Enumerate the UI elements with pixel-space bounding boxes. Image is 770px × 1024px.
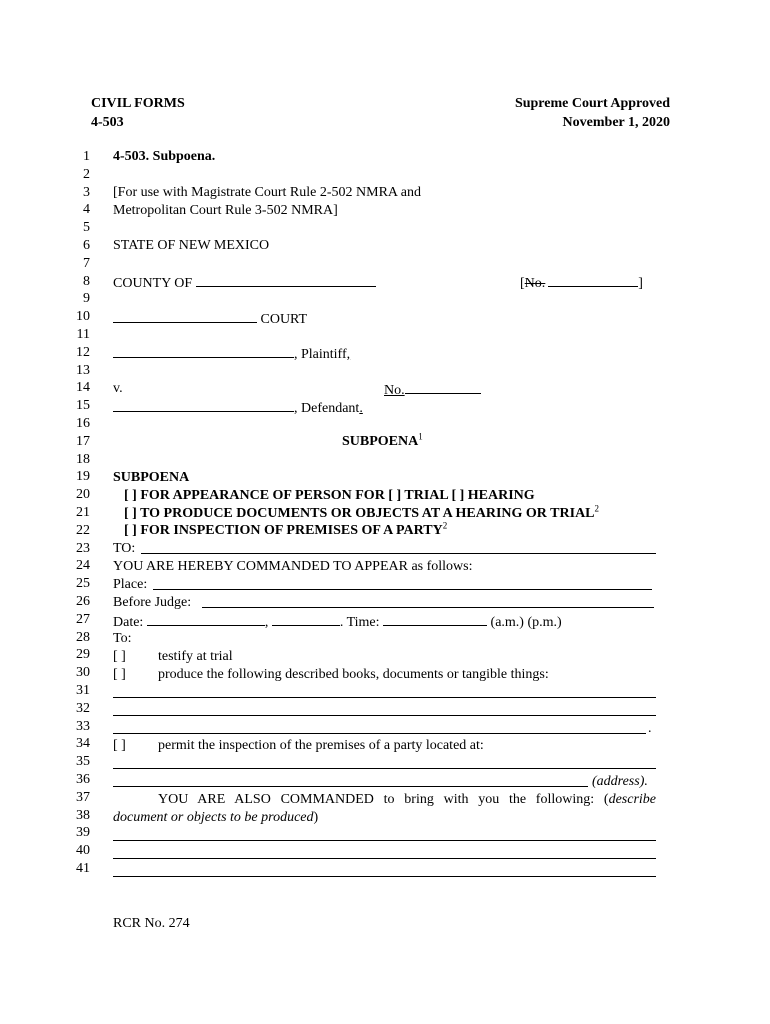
- line-number: 11: [76, 327, 90, 342]
- line-number: 14: [76, 380, 90, 396]
- place-field[interactable]: [153, 589, 652, 590]
- plaintiff-row: [113, 344, 350, 364]
- to-field[interactable]: [141, 553, 656, 554]
- docket-label: No.: [384, 383, 405, 398]
- commanded-text: YOU ARE HEREBY COMMANDED TO APPEAR as follows:: [113, 559, 473, 574]
- form-heading: 4-503. Subpoena.: [113, 149, 216, 164]
- court-label: COURT: [257, 312, 308, 327]
- line-number: 40: [76, 843, 90, 859]
- line-number: 23: [76, 540, 90, 556]
- line-number: 4: [83, 202, 90, 218]
- line-number: 32: [76, 700, 90, 716]
- defendant-row: [113, 398, 363, 418]
- case-number-bracket: [520, 273, 643, 293]
- case-no-close: ]: [638, 276, 643, 291]
- time-field[interactable]: [383, 612, 487, 626]
- produce-label: produce the following described books, documents or tangible things:: [158, 667, 549, 682]
- line-number: 6: [83, 238, 90, 253]
- year-field[interactable]: [272, 612, 340, 626]
- date-row: [113, 612, 562, 632]
- defendant-label: , Defendant: [294, 401, 360, 416]
- address-label: (address).: [592, 774, 648, 789]
- describe-word: describe: [608, 792, 656, 807]
- header-approval: Supreme Court Approved: [514, 96, 670, 111]
- case-no-label: No.: [524, 276, 546, 291]
- inspect-label: permit the inspection of the premises of a party located at:: [158, 738, 484, 753]
- testify-label: testify at trial: [158, 649, 233, 664]
- line-number: 3: [83, 184, 90, 200]
- footnote-2b: 2: [442, 520, 448, 531]
- subpoena-label: SUBPOENA: [113, 470, 190, 485]
- county-field[interactable]: [196, 273, 376, 287]
- line-number: 7: [83, 255, 90, 271]
- subpoena-title-text: SUBPOENA: [342, 434, 419, 449]
- option-produce-text: [ ] TO PRODUCE DOCUMENTS OR OBJECTS AT A HEARING OR TRIAL: [124, 506, 595, 521]
- address-field-2[interactable]: [113, 786, 588, 787]
- line-number: 12: [76, 344, 90, 360]
- line-number: 20: [76, 487, 90, 503]
- line-number: 34: [76, 736, 90, 752]
- line-number: 24: [76, 558, 90, 574]
- line-number: 29: [76, 647, 90, 663]
- line-number: 8: [83, 273, 90, 289]
- use-note-line-2: Metropolitan Court Rule 3-502 NMRA]: [113, 203, 338, 218]
- line-number: 31: [76, 683, 90, 698]
- judge-field[interactable]: [202, 607, 654, 608]
- line-number: 30: [76, 665, 90, 681]
- line-number: 13: [76, 362, 90, 378]
- line-number: 17: [76, 433, 90, 449]
- also-commanded-lead: YOU ARE ALSO COMMANDED to bring with you the following: (: [158, 792, 609, 807]
- plaintiff-field[interactable]: [113, 344, 294, 358]
- date-field[interactable]: [147, 612, 265, 626]
- docket-row: [384, 380, 481, 400]
- to-label-2: To:: [113, 631, 132, 646]
- state-label: STATE OF NEW MEXICO: [113, 238, 270, 253]
- footnote-1: 1: [418, 431, 423, 442]
- line-number: 33: [76, 718, 90, 734]
- checkbox-produce[interactable]: [ ]: [113, 667, 126, 682]
- also-commanded-text: [113, 791, 656, 809]
- header-form-series: CIVIL FORMS: [91, 96, 185, 111]
- bring-field-1[interactable]: [113, 840, 656, 841]
- time-label: . Time:: [339, 615, 380, 630]
- line-number: 39: [76, 825, 90, 841]
- line-number: 36: [76, 772, 90, 787]
- line-number: 38: [76, 807, 90, 823]
- line-number: 25: [76, 576, 90, 592]
- footnote-2a: 2: [594, 503, 600, 514]
- close-paren: ): [313, 810, 319, 825]
- court-field[interactable]: [113, 309, 257, 323]
- checkbox-testify[interactable]: [ ]: [113, 649, 126, 664]
- date-comma: ,: [264, 615, 269, 630]
- option-produce[interactable]: [124, 505, 599, 523]
- line-number: 2: [83, 166, 90, 182]
- docket-field[interactable]: [405, 380, 481, 394]
- county-row: [113, 273, 376, 293]
- ampm-label: (a.m.) (p.m.): [490, 615, 562, 630]
- line-number: 15: [76, 398, 90, 414]
- option-inspect[interactable]: [124, 522, 447, 540]
- line-number: 35: [76, 754, 90, 770]
- checkbox-inspect[interactable]: [ ]: [113, 738, 126, 753]
- describe-cont-text: document or objects to be produced: [113, 810, 314, 825]
- footer-rcr: RCR No. 274: [113, 916, 190, 931]
- option-inspect-text: [ ] FOR INSPECTION OF PREMISES OF A PARTY: [124, 523, 443, 538]
- line-number: 21: [76, 505, 90, 520]
- defendant-period: .: [359, 401, 363, 416]
- versus-label: v.: [113, 381, 123, 396]
- address-field-1[interactable]: [113, 768, 656, 769]
- case-no-field[interactable]: [548, 273, 638, 287]
- line-number: 22: [76, 522, 90, 538]
- subpoena-title: [342, 433, 423, 451]
- produce-field-3[interactable]: [113, 733, 646, 734]
- produce-period: .: [648, 721, 652, 736]
- county-label: COUNTY OF: [113, 276, 193, 291]
- date-label: Date:: [113, 615, 144, 630]
- line-number: 27: [76, 611, 90, 627]
- produce-field-2[interactable]: [113, 715, 656, 716]
- line-number: 19: [76, 469, 90, 485]
- plaintiff-comma: ,: [346, 347, 351, 362]
- line-number: 5: [83, 220, 90, 236]
- option-appearance[interactable]: [ ] FOR APPEARANCE OF PERSON FOR [ ] TRIAL [ ] HEARING: [124, 488, 535, 503]
- header-approval-date: November 1, 2020: [562, 115, 670, 130]
- line-number: 18: [76, 451, 90, 467]
- to-label: TO:: [113, 541, 136, 556]
- produce-field-1[interactable]: [113, 697, 656, 698]
- plaintiff-label: , Plaintiff: [294, 347, 347, 362]
- line-number: 28: [76, 629, 90, 645]
- line-number: 26: [76, 594, 90, 609]
- bring-field-3[interactable]: [113, 876, 656, 877]
- place-label: Place:: [113, 577, 148, 592]
- line-number: 16: [76, 416, 90, 431]
- line-number: 9: [83, 291, 90, 307]
- line-number: 37: [76, 789, 90, 805]
- bring-field-2[interactable]: [113, 858, 656, 859]
- case-no-open: [: [520, 276, 525, 291]
- header-form-number: 4-503: [91, 115, 124, 130]
- line-number: 10: [76, 309, 90, 325]
- line-number: 41: [76, 861, 90, 876]
- court-row: [113, 309, 307, 329]
- line-number: 1: [83, 149, 90, 164]
- judge-label: Before Judge:: [113, 595, 192, 610]
- describe-continuation: [113, 809, 318, 827]
- use-note-line-1: [For use with Magistrate Court Rule 2-502 NMRA and: [113, 185, 421, 200]
- defendant-field[interactable]: [113, 398, 294, 412]
